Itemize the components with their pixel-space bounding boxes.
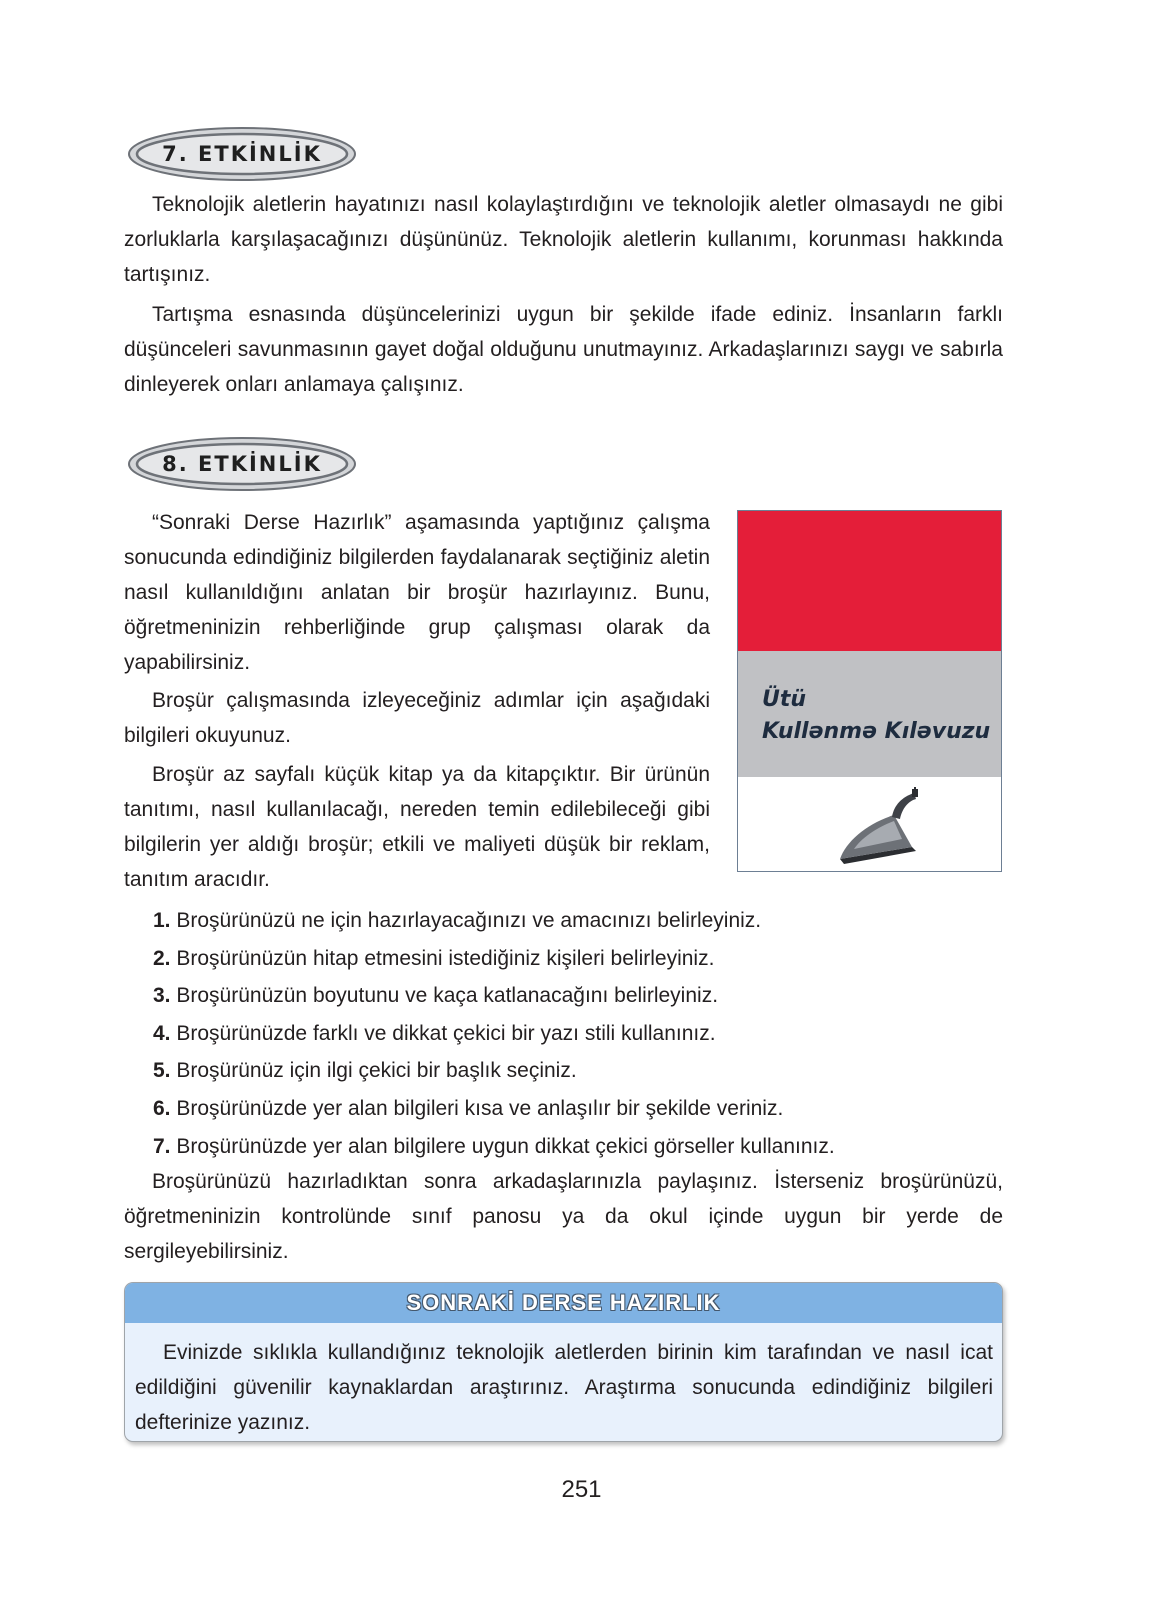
page-number: 251 bbox=[561, 1476, 602, 1503]
list-item: 6. Broşürünüzde yer alan bilgileri kısa ve anlaşılır bir şekilde veriniz. bbox=[153, 1096, 784, 1120]
activity-7-title: 7. ETKİNLİK bbox=[162, 142, 322, 166]
list-item: 7. Broşürünüzde yer alan bilgilere uygun dikkat çekici görseller kullanınız. bbox=[153, 1134, 835, 1158]
brochure-title-line-1: Ütü bbox=[762, 687, 807, 712]
activity-8-paragraph-1: “Sonraki Derse Hazırlık” aşamasında yaptığınız çalışma sonucunda edindiğiniz bilgilerden faydalanarak seçtiğiniz aletin nasıl kullanıldığını anlatan bir broşür hazırlayınız. Bunu, öğretmeninizin rehberliğinde grup çalışması olarak da yapabilirsiniz. bbox=[124, 511, 710, 674]
brochure-steps-list bbox=[153, 902, 835, 1165]
activity-7-badge bbox=[126, 125, 358, 183]
next-lesson-text: Evinizde sıklıkla kullandığınız teknolojik aletlerden birinin kim tarafından ve nasıl icat edildiğini güvenilir kaynaklardan araştırınız. Araştırma sonucunda edindiğiniz bilgileri defterinize yazınız. bbox=[135, 1341, 993, 1434]
activity-8-paragraph-2: Broşür çalışmasında izleyeceğiniz adımlar için aşağıdaki bilgileri okuyunuz. bbox=[124, 689, 710, 747]
activity-8-title: 8. ETKİNLİK bbox=[162, 452, 322, 476]
activity-8-paragraph-3: Broşür az sayfalı küçük kitap ya da kitapçıktır. Bir ürünün tanıtımı, nasıl kullanılacağı, nereden temin edilebileceği gibi bilgilerin yer aldığı broşür; etkili ve maliyeti düşük bir reklam, tanıtım aracıdır. bbox=[124, 763, 710, 891]
list-item: 2. Broşürünüzün hitap etmesini istediğiniz kişileri belirleyiniz. bbox=[153, 946, 715, 970]
activity-7-paragraph-1: Teknolojik aletlerin hayatınızı nasıl kolaylaştırdığını ve teknolojik aletler olmasaydı ne gibi zorluklarla karşılaşacağınızı düşününüz. Teknolojik aletlerin kullanımı, korunması hakkında tartışınız. bbox=[124, 193, 1003, 286]
iron-icon bbox=[832, 787, 922, 867]
brochure-illustration bbox=[737, 510, 1002, 872]
list-item: 4. Broşürünüzde farklı ve dikkat çekici bir yazı stili kullanınız. bbox=[153, 1021, 716, 1045]
activity-8-closing-paragraph: Broşürünüzü hazırladıktan sonra arkadaşlarınızla paylaşınız. İsterseniz broşürünüzü, öğretmeninizin kontrolünde sınıf panosu ya da okul içinde uygun bir yerde de sergileyebilirsiniz. bbox=[124, 1170, 1003, 1263]
list-item: 3. Broşürünüzün boyutunu ve kaça katlanacağını belirleyiniz. bbox=[153, 984, 719, 1008]
activity-7-paragraph-2: Tartışma esnasında düşüncelerinizi uygun bir şekilde ifade ediniz. İnsanların farklı düşünceleri savunmasının gayet doğal olduğunu unutmayınız. Arkadaşlarınızı saygı ve sabırla dinleyerek onları anlamaya çalışınız. bbox=[124, 303, 1003, 396]
brochure-red-band bbox=[738, 511, 1001, 651]
next-lesson-box bbox=[124, 1282, 1003, 1442]
brochure-title-line-2: Kullənmə Kıləvuzu bbox=[762, 719, 991, 744]
list-item: 5. Broşürünüz için ilgi çekici bir başlık seçiniz. bbox=[153, 1059, 577, 1083]
brochure-gray-band bbox=[738, 651, 1001, 777]
list-item: 1. Broşürünüzü ne için hazırlayacağınızı ve amacınızı belirleyiniz. bbox=[153, 909, 762, 932]
activity-8-badge bbox=[126, 435, 358, 493]
next-lesson-heading: SONRAKİ DERSE HAZIRLIK bbox=[125, 1283, 1002, 1323]
